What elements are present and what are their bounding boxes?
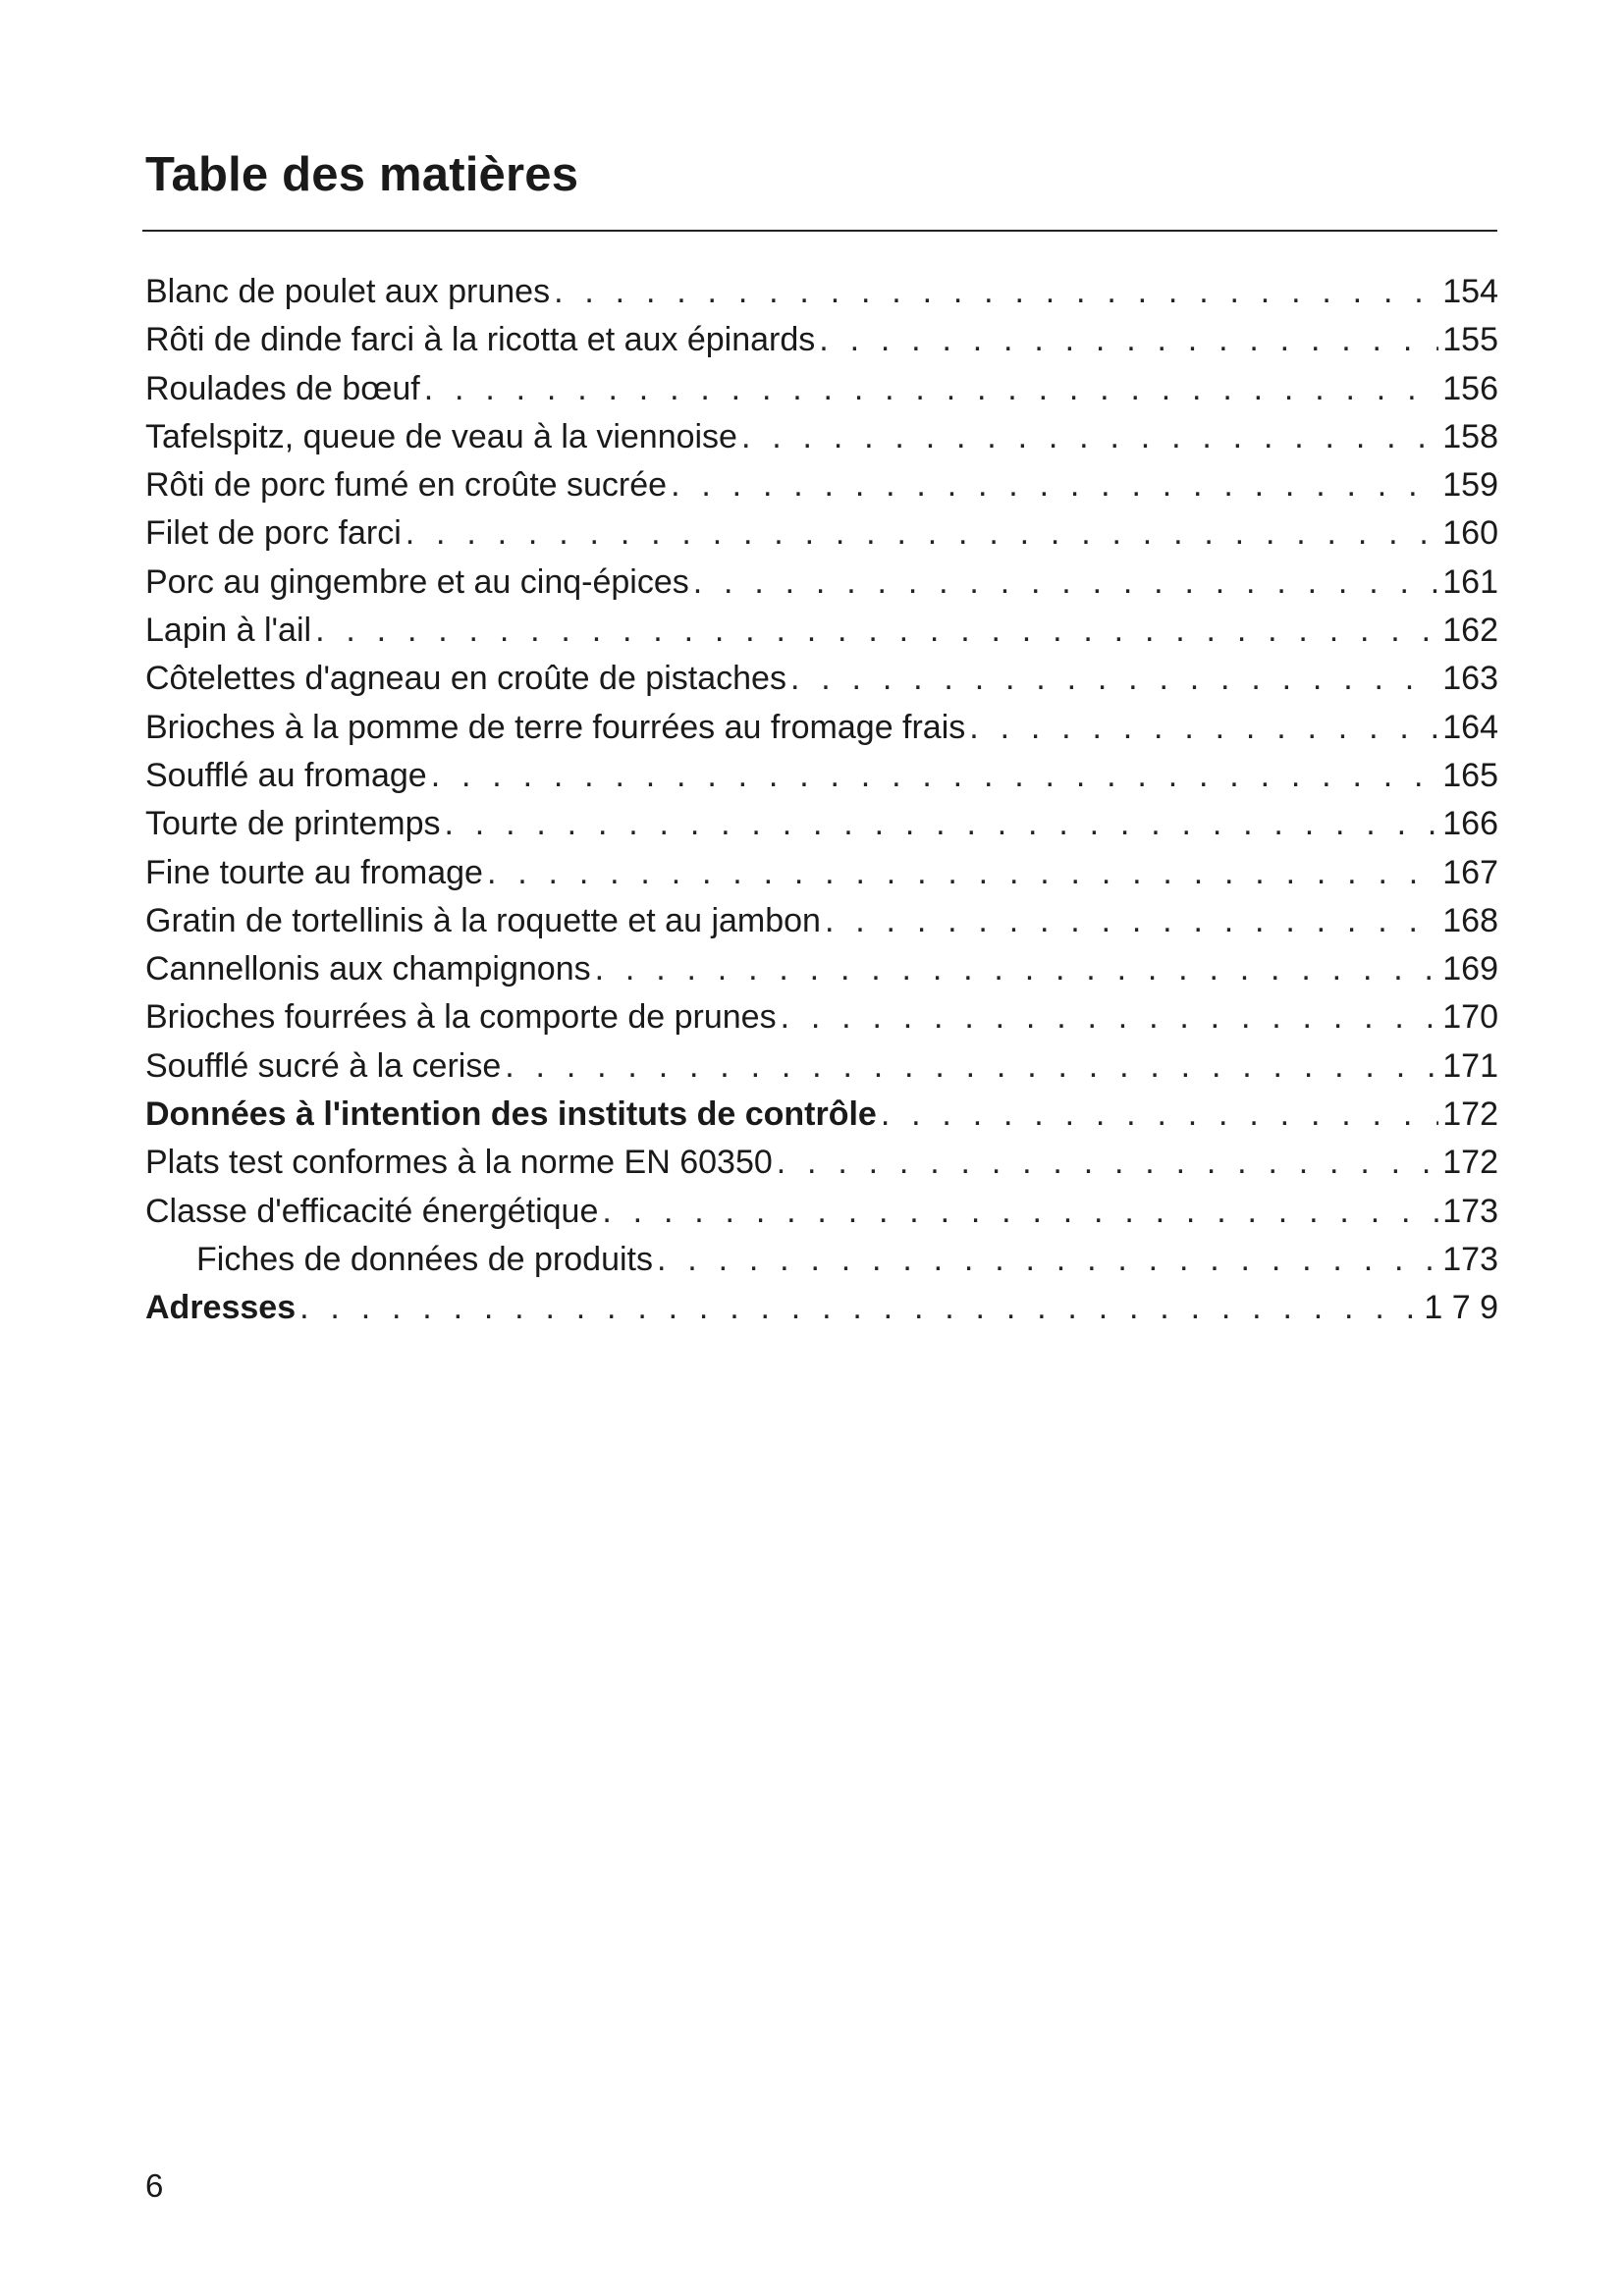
dot-leader xyxy=(299,1289,1420,1327)
toc-entry-label: Brioches fourrées à la comporte de prunes xyxy=(145,998,777,1037)
dot-leader xyxy=(487,854,1438,892)
toc-entry-page: 168 xyxy=(1442,901,1498,939)
toc-entry[interactable] xyxy=(145,321,1498,369)
toc-entry[interactable] xyxy=(145,854,1498,902)
toc-entry-page: 164 xyxy=(1442,708,1498,746)
toc-section-heading[interactable] xyxy=(145,1095,1498,1144)
toc-entry-page: 158 xyxy=(1442,417,1498,455)
dot-leader xyxy=(777,1144,1439,1182)
toc-entry[interactable] xyxy=(145,757,1498,805)
toc-entry[interactable] xyxy=(145,1193,1498,1241)
dot-leader xyxy=(424,370,1439,408)
toc-section-heading[interactable] xyxy=(145,1289,1498,1337)
dot-leader xyxy=(693,563,1439,602)
toc-entry-page: 163 xyxy=(1442,660,1498,698)
toc-entry[interactable] xyxy=(145,514,1498,562)
page-number: 6 xyxy=(145,2167,164,2204)
toc-entry-page: 171 xyxy=(1442,1046,1498,1085)
toc-entry-label: Lapin à l'ail xyxy=(145,612,312,650)
toc-entry-label: Filet de porc farci xyxy=(145,514,402,553)
toc-entry-label: Tourte de printemps xyxy=(145,805,441,843)
toc-entry-page: 159 xyxy=(1442,466,1498,505)
dot-leader xyxy=(505,1047,1438,1086)
toc-entry[interactable] xyxy=(145,950,1498,998)
toc-entry[interactable] xyxy=(145,805,1498,853)
toc-entry-page: 160 xyxy=(1442,514,1498,553)
dot-leader xyxy=(825,902,1438,940)
toc-entry-label: Brioches à la pomme de terre fourrées au fromage frais xyxy=(145,708,966,746)
toc-entry-label: Fine tourte au fromage xyxy=(145,853,483,891)
toc-entry[interactable] xyxy=(145,998,1498,1046)
title-divider xyxy=(142,230,1497,232)
toc-entry-label: Porc au gingembre et au cinq-épices xyxy=(145,562,689,601)
dot-leader xyxy=(406,514,1439,553)
toc-entry-page: 169 xyxy=(1442,950,1498,988)
dot-leader xyxy=(781,998,1439,1037)
toc-entry-label: Tafelspitz, queue de veau à la viennoise xyxy=(145,417,737,455)
toc-entry-page: 161 xyxy=(1442,562,1498,601)
dot-leader xyxy=(969,709,1438,747)
toc-entry-page: 1 7 9 xyxy=(1424,1289,1498,1327)
toc-entry-page: 167 xyxy=(1442,853,1498,891)
toc-entry-label: Classe d'efficacité énergétique xyxy=(145,1192,599,1230)
toc-entry-label: Plats test conformes à la norme EN 60350 xyxy=(145,1144,773,1182)
toc-entry-page: 166 xyxy=(1442,805,1498,843)
toc-entry-page: 154 xyxy=(1442,273,1498,310)
toc-entry[interactable] xyxy=(145,1144,1498,1192)
dot-leader xyxy=(671,466,1438,505)
toc-entry[interactable] xyxy=(145,370,1498,418)
toc-entry[interactable] xyxy=(145,563,1498,612)
toc-entry-label: Roulades de bœuf xyxy=(145,369,420,407)
toc-entry-label: Fiches de données de produits xyxy=(196,1240,653,1278)
dot-leader xyxy=(602,1193,1438,1231)
toc-entry-page: 173 xyxy=(1442,1192,1498,1230)
dot-leader xyxy=(790,660,1438,698)
toc-entry[interactable] xyxy=(145,709,1498,757)
toc-entry-page: 172 xyxy=(1442,1095,1498,1134)
dot-leader xyxy=(595,950,1439,988)
toc-entry-label: Gratin de tortellinis à la roquette et au jambon xyxy=(145,901,821,939)
page-title: Table des matières xyxy=(145,148,579,201)
toc-entry-page: 155 xyxy=(1442,321,1498,359)
toc-entry-label: Données à l'intention des instituts de contrôle xyxy=(145,1095,877,1134)
toc-entry-label: Côtelettes d'agneau en croûte de pistaches xyxy=(145,660,786,698)
toc-entry-page: 165 xyxy=(1442,756,1498,794)
table-of-contents xyxy=(145,273,1498,1338)
toc-entry-page: 172 xyxy=(1442,1144,1498,1182)
dot-leader xyxy=(445,805,1439,843)
toc-entry-label: Adresses xyxy=(145,1289,297,1327)
toc-entry-label: Soufflé au fromage xyxy=(145,756,427,794)
toc-entry[interactable] xyxy=(145,418,1498,466)
toc-entry[interactable] xyxy=(145,612,1498,660)
toc-entry[interactable] xyxy=(145,273,1498,321)
toc-entry[interactable] xyxy=(145,1047,1498,1095)
toc-entry[interactable] xyxy=(145,660,1498,708)
toc-entry-label: Rôti de dinde farci à la ricotta et aux épinards xyxy=(145,321,816,359)
toc-entry-page: 170 xyxy=(1442,998,1498,1037)
dot-leader xyxy=(819,321,1438,359)
toc-entry-page: 162 xyxy=(1442,612,1498,650)
dot-leader xyxy=(554,273,1438,311)
toc-entry[interactable] xyxy=(145,902,1498,950)
toc-entry-label: Rôti de porc fumé en croûte sucrée xyxy=(145,466,668,505)
dot-leader xyxy=(741,418,1438,456)
toc-entry-page: 173 xyxy=(1442,1240,1498,1278)
dot-leader xyxy=(881,1095,1438,1134)
toc-entry[interactable] xyxy=(145,466,1498,514)
toc-subentry[interactable] xyxy=(145,1241,1498,1289)
dot-leader xyxy=(315,612,1438,650)
toc-entry-label: Blanc de poulet aux prunes xyxy=(145,273,551,310)
toc-entry-label: Soufflé sucré à la cerise xyxy=(145,1046,502,1085)
toc-entry-page: 156 xyxy=(1442,369,1498,407)
toc-entry-label: Cannellonis aux champignons xyxy=(145,950,591,988)
dot-leader xyxy=(431,757,1439,795)
dot-leader xyxy=(657,1241,1438,1279)
